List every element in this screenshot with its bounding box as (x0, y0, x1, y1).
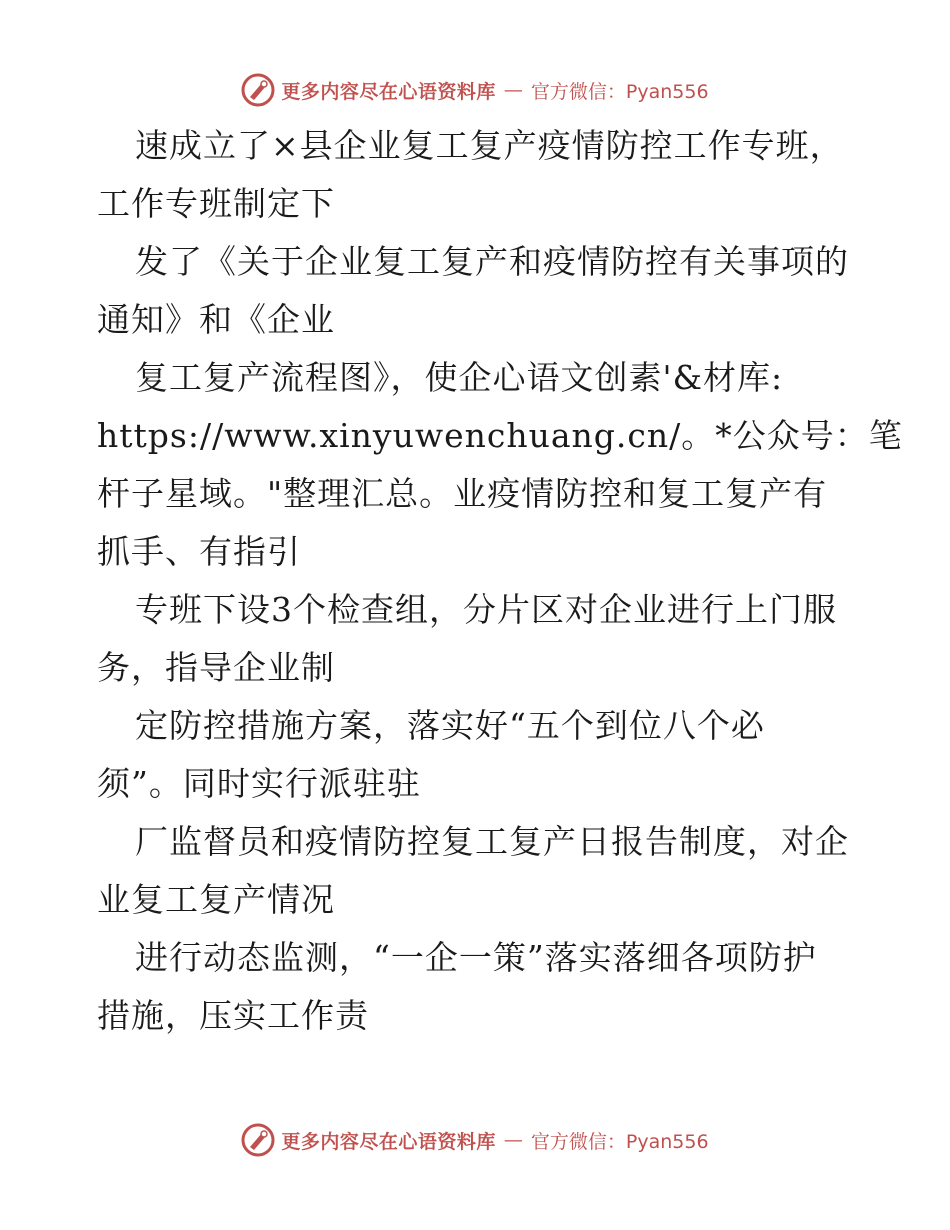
brand-logo-icon (241, 73, 275, 107)
banner-separator: — (503, 1129, 523, 1151)
body-line: 业复工复产情况 (97, 880, 335, 919)
body-line: 抓手、有指引 (97, 532, 301, 571)
body-line: 复工复产流程图》，使企心语文创素'&材库: (135, 358, 784, 397)
body-line: 定防控措施方案，落实好“五个到位八个必 (135, 706, 765, 745)
body-line: 通知》和《企业 (97, 300, 335, 339)
banner-wechat-text: 官方微信：Pyan556 (530, 80, 709, 103)
brand-logo-icon (241, 1123, 275, 1157)
body-line: 工作专班制定下 (97, 184, 335, 223)
header-banner (0, 70, 950, 110)
body-line: 发了《关于企业复工复产和疫情防控有关事项的 (135, 242, 849, 281)
body-line: 措施，压实工作责 (97, 996, 369, 1035)
banner-wechat-text: 官方微信：Pyan556 (530, 1130, 709, 1153)
body-line: 专班下设3个检查组，分片区对企业进行上门服 (135, 590, 837, 629)
body-line: 须”。同时实行派驻驻 (97, 764, 421, 803)
body-line: 厂监督员和疫情防控复工复产日报告制度，对企 (135, 822, 849, 861)
banner-site-text: 更多内容尽在心语资料库 (281, 80, 496, 103)
body-line: 务，指导企业制 (97, 648, 335, 687)
banner-site-text: 更多内容尽在心语资料库 (281, 1130, 496, 1153)
body-line: https://www.xinyuwenchuang.cn/。*公众号：笔 (97, 416, 903, 455)
body-line: 进行动态监测，“一企一策”落实落细各项防护 (135, 938, 817, 977)
body-line: 杆子星域。"整理汇总。业疫情防控和复工复产有 (97, 474, 828, 513)
footer-banner (0, 1120, 950, 1160)
banner-separator: — (503, 79, 523, 101)
document-body (97, 117, 903, 1045)
body-line: 速成立了×县企业复工复产疫情防控工作专班， (135, 126, 844, 165)
